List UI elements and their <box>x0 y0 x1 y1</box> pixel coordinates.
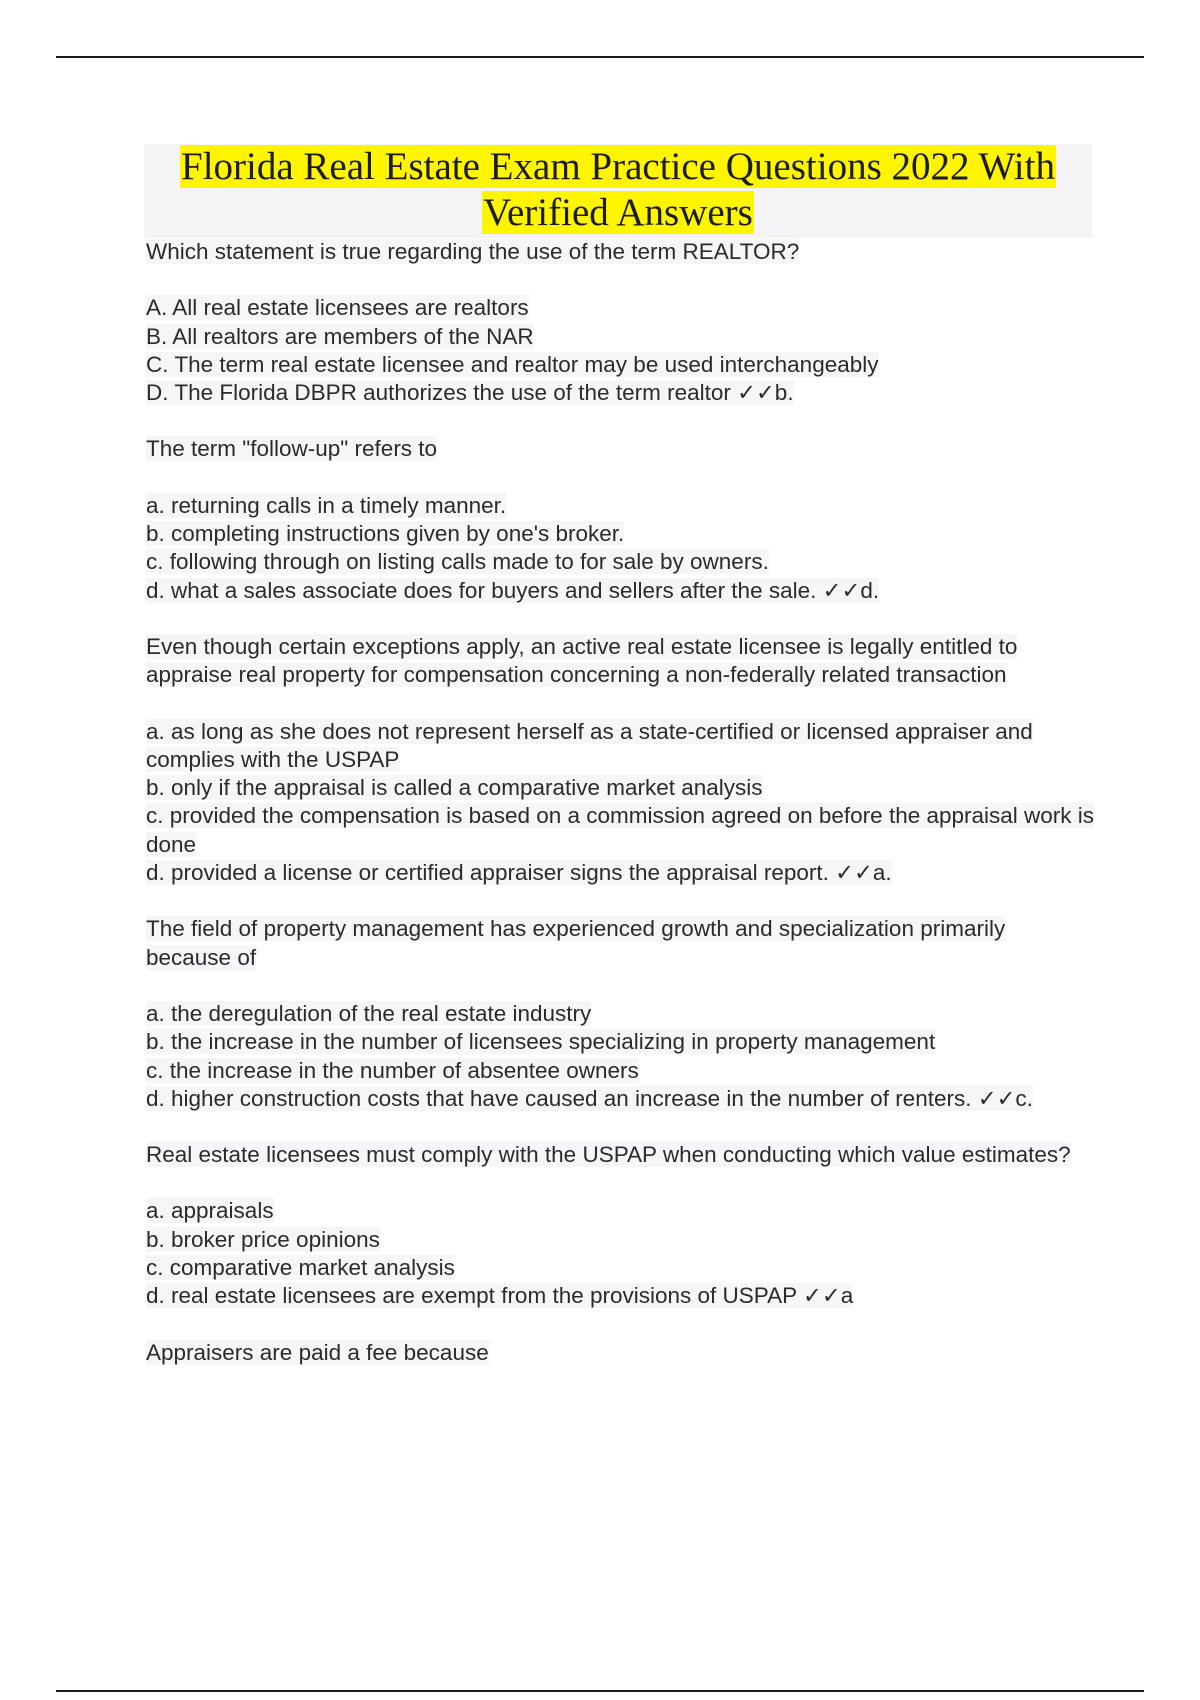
option: b. completing instructions given by one's broker. <box>146 521 625 547</box>
question-2: The term "follow-up" refers to <box>146 436 438 462</box>
option: a. appraisals <box>146 1198 274 1224</box>
question-4-options <box>146 1000 1096 1113</box>
question-2-options <box>146 492 1096 605</box>
option-with-answer: D. The Florida DBPR authorizes the use of the term realtor ✓✓b. <box>146 380 794 406</box>
option: b. broker price opinions <box>146 1226 380 1252</box>
question-5-options <box>146 1197 1096 1310</box>
option: a. the deregulation of the real estate industry <box>146 1000 592 1026</box>
option: b. only if the appraisal is called a comparative market analysis <box>146 775 763 801</box>
question-list <box>146 238 1096 1367</box>
option: a. as long as she does not represent herself as a state-certified or licensed appraiser and complies with the USPAP <box>146 718 1033 772</box>
option: C. The term real estate licensee and realtor may be used interchangeably <box>146 351 879 377</box>
question-3: Even though certain exceptions apply, an active real estate licensee is legally entitled to appraise real property for compensation concerning a non-federally related transaction <box>146 633 1018 688</box>
option: A. All real estate licensees are realtors <box>146 295 529 321</box>
option-with-answer: d. provided a license or certified appraiser signs the appraisal report. ✓✓a. <box>146 860 892 886</box>
option: a. returning calls in a timely manner. <box>146 492 507 518</box>
option: c. following through on listing calls made to for sale by owners. <box>146 549 769 575</box>
option-with-answer: d. higher construction costs that have caused an increase in the number of renters. ✓✓c. <box>146 1085 1033 1111</box>
title-line-2: Verified Answers <box>483 191 753 234</box>
question-6: Appraisers are paid a fee because <box>146 1339 489 1365</box>
page-title <box>144 144 1092 238</box>
option: b. the increase in the number of licensees specializing in property management <box>146 1029 936 1055</box>
option: c. provided the compensation is based on a commission agreed on before the appraisal work is done <box>146 803 1095 857</box>
option: c. the increase in the number of absentee owners <box>146 1057 639 1083</box>
option-with-answer: d. real estate licensees are exempt from the provisions of USPAP ✓✓a <box>146 1283 854 1309</box>
option: B. All realtors are members of the NAR <box>146 323 534 349</box>
question-4: The field of property management has experienced growth and specialization primarily because of <box>146 916 1006 970</box>
question-1-options <box>146 294 1096 407</box>
option: c. comparative market analysis <box>146 1255 455 1281</box>
option-with-answer: d. what a sales associate does for buyers and sellers after the sale. ✓✓d. <box>146 577 880 603</box>
question-3-options <box>146 718 1096 888</box>
top-divider <box>56 56 1144 58</box>
bottom-divider <box>56 1690 1144 1692</box>
title-line-1: Florida Real Estate Exam Practice Questions 2022 With <box>181 145 1055 188</box>
question-1: Which statement is true regarding the use of the term REALTOR? <box>146 239 800 264</box>
question-5: Real estate licensees must comply with the USPAP when conducting which value estimates? <box>146 1142 1071 1168</box>
